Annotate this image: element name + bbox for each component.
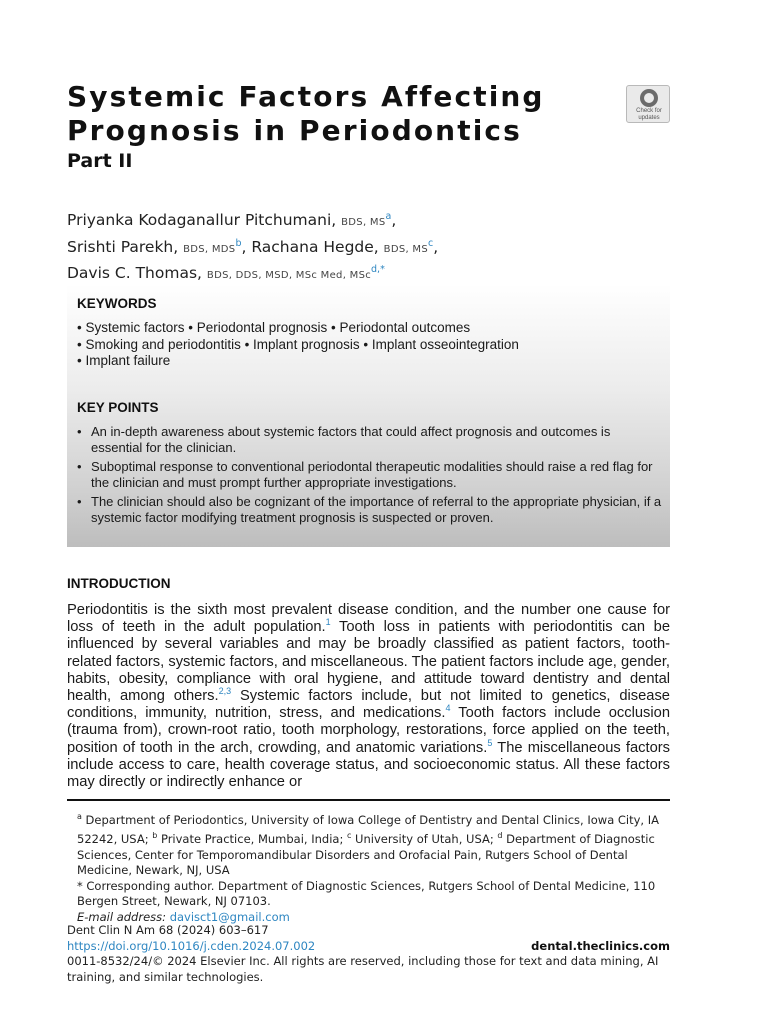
intro-text: Tooth loss in patients with periodontitis can be influenced by several variables and may be broadly classified as patient factors, tooth-related factors, systemic factors, and miscellaneous. The patient factors include age, gender, habits, obesity, compliance with oral hygiene, and attitude toward dentistry and dental health, among others. <box>67 619 670 705</box>
intro-text: Periodontitis is the sixth most prevalent disease condition, and the number one cause for loss of teeth in the adult population. <box>67 602 670 636</box>
reference-link[interactable]: 5 <box>487 737 493 748</box>
keywords-line: • Implant failure <box>77 353 171 368</box>
author-separator: , <box>433 237 439 256</box>
author-name: Rachana Hegde, <box>251 237 379 256</box>
journal-site[interactable]: dental.theclinics.com <box>531 938 670 953</box>
footnotes <box>77 809 662 925</box>
introduction-heading: INTRODUCTION <box>67 576 171 591</box>
email-label: E-mail address: <box>77 909 167 924</box>
page-footer <box>67 923 670 985</box>
affiliation-text: Private Practice, Mumbai, India; <box>157 832 347 847</box>
key-point-item: • An in-depth awareness about systemic factors that could affect prognosis and outcomes is essential for the clinician. <box>77 424 662 456</box>
key-points-list <box>77 424 662 529</box>
author-degrees: BDS, MS <box>383 243 428 255</box>
affiliations <box>77 809 662 879</box>
title-line-2: Prognosis in Periodontics <box>67 114 522 147</box>
affiliation-text: University of Utah, USA; <box>351 832 498 847</box>
check-updates-icon <box>640 89 658 107</box>
author-degrees: BDS, DDS, MSD, MSc Med, MSc <box>206 270 372 282</box>
badge-line-2: updates <box>638 114 660 121</box>
affiliation-text: Department of Diagnostic Sciences, Center for Temporomandibular Disorders and Orofacial Pain, Rutgers School of Dental Medicine, Newark, NJ, USA <box>77 832 655 878</box>
keywords-line: • Smoking and periodontitis • Implant prognosis • Implant osseointegration <box>77 336 519 352</box>
affiliation-mark[interactable]: d,* <box>371 264 385 276</box>
reference-link[interactable]: 1 <box>325 617 331 628</box>
author-degrees: BDS, MS <box>341 217 386 229</box>
copyright-notice: 0011-8532/24/© 2024 Elsevier Inc. All rights are reserved, including those for text and data mining, AI training, and similar technologies. <box>67 954 659 984</box>
affiliation-text: Department of Periodontics, University of Iowa College of Dentistry and Dental Clinics, Iowa City, IA 52242, USA; <box>77 812 660 847</box>
author-name: Davis C. Thomas, <box>67 264 202 283</box>
introduction-paragraph <box>67 602 670 791</box>
keywords-heading: KEYWORDS <box>77 296 157 311</box>
author-name: Priyanka Kodaganallur Pitchumani, <box>67 211 337 230</box>
email-link[interactable]: davisct1@gmail.com <box>169 909 290 924</box>
author-line <box>67 260 438 287</box>
article-subtitle: Part II <box>67 150 133 172</box>
author-line <box>67 234 438 261</box>
key-points-heading: KEY POINTS <box>77 400 159 415</box>
intro-text: The miscellaneous factors include access to care, health coverage status, and socioeconomic status. All these factors may directly or indirectly enhance or <box>67 739 670 791</box>
footnote-divider <box>67 799 670 801</box>
affiliation-mark[interactable]: a <box>385 211 392 222</box>
keywords-keypoints-box <box>67 284 670 547</box>
badge-line-1: Check for <box>636 108 662 114</box>
affiliation-mark: d <box>497 831 503 841</box>
key-point-item: • Suboptimal response to conventional periodontal therapeutic modalities should raise a red flag for the clinician and must prompt further appropriate investigations. <box>77 459 662 491</box>
article-title <box>67 80 587 148</box>
affiliation-mark: b <box>152 831 158 841</box>
keywords-line: • Systemic factors • Periodontal prognosis • Periodontal outcomes <box>77 320 471 335</box>
key-point-item: • The clinician should also be cognizant of the importance of referral to the appropriate physician, if a systemic factor modifying treatment prognosis is suspected or proven. <box>77 494 662 526</box>
doi-link[interactable]: https://doi.org/10.1016/j.cden.2024.07.002 <box>67 938 316 953</box>
author-line <box>67 207 438 234</box>
corresponding-author: * Corresponding author. Department of Diagnostic Sciences, Rutgers School of Dental Medicine, 110 Bergen Street, Newark, NJ 07103. <box>77 878 656 909</box>
intro-text: Systemic factors include, but not limited to genetics, disease conditions, immunity, nutrition, stress, and medications. <box>67 688 670 722</box>
journal-citation: Dent Clin N Am 68 (2024) 603–617 <box>67 923 269 937</box>
affiliation-mark: a <box>77 812 82 821</box>
check-updates-label <box>627 108 671 121</box>
author-separator: , <box>391 211 397 230</box>
author-degrees: BDS, MDS <box>183 243 236 255</box>
author-list <box>67 207 438 287</box>
reference-link[interactable]: 4 <box>445 703 451 714</box>
intro-text: Tooth factors include occlusion (trauma from), crown-root ratio, tooth morphology, restorations, force applied on the teeth, position of tooth in the arch, crowding, and anatomic variations. <box>67 705 670 756</box>
affiliation-mark: c <box>346 831 352 841</box>
author-name: Srishti Parekh, <box>67 237 179 256</box>
affiliation-mark[interactable]: c <box>428 237 434 249</box>
affiliation-mark[interactable]: b <box>235 237 242 249</box>
check-for-updates-badge[interactable] <box>626 85 670 123</box>
author-separator: , <box>241 237 247 256</box>
keywords-list <box>77 320 519 370</box>
reference-link[interactable]: 2,3 <box>218 686 232 697</box>
title-line-1: Systemic Factors Affecting <box>67 80 545 113</box>
